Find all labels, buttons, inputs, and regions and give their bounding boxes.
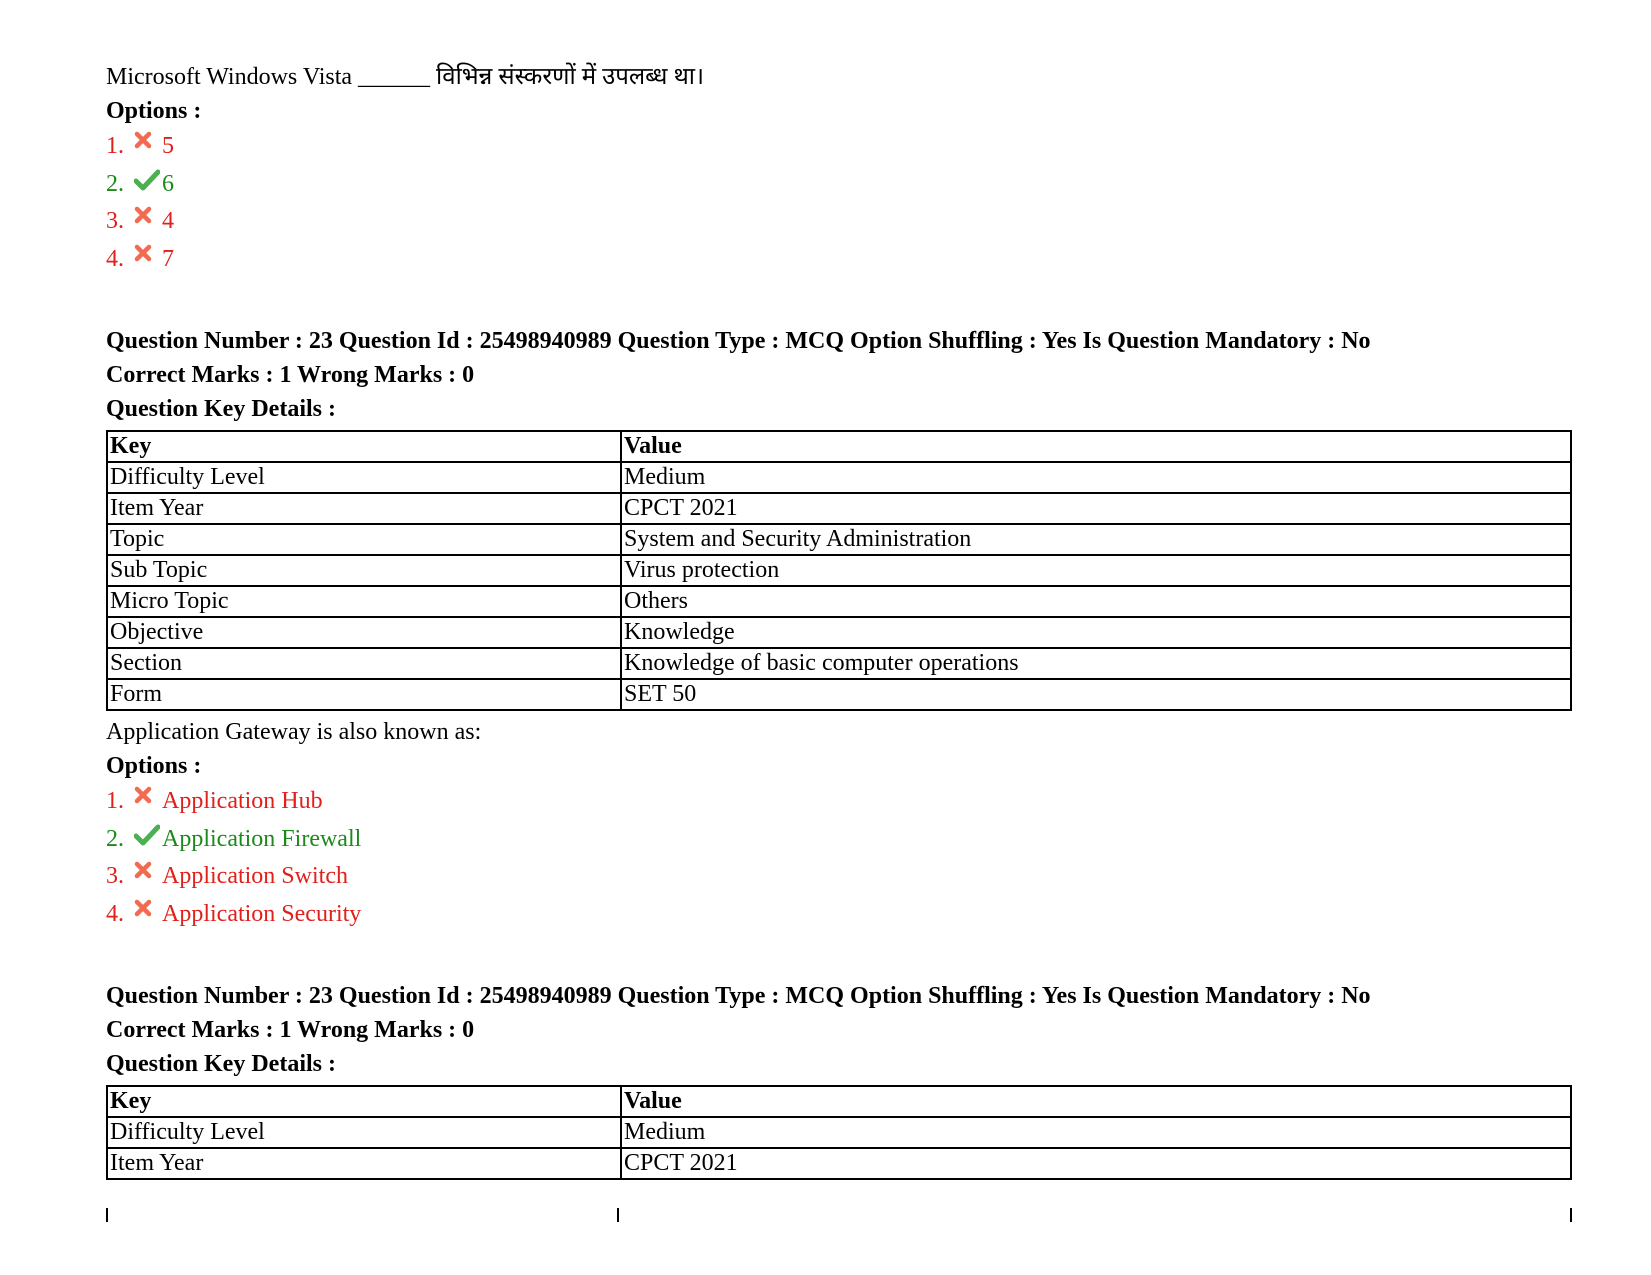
option-number: 3. bbox=[106, 208, 124, 234]
options-list bbox=[106, 783, 1572, 933]
table-row bbox=[107, 617, 1571, 648]
option-number: 4. bbox=[106, 245, 124, 272]
row-value: System and Security Administration bbox=[621, 524, 1571, 555]
option-number: 2. bbox=[106, 170, 124, 197]
cross-icon bbox=[134, 783, 162, 820]
option-text: Application Firewall bbox=[162, 825, 362, 852]
row-key: Item Year bbox=[107, 1148, 621, 1179]
row-value: Knowledge bbox=[621, 617, 1571, 648]
row-value: CPCT 2021 bbox=[621, 493, 1571, 524]
option-text: Application Security bbox=[162, 900, 362, 927]
question-1 bbox=[106, 60, 1572, 278]
option-text: Application Hub bbox=[162, 788, 323, 814]
key-details-label: Question Key Details : bbox=[106, 396, 336, 422]
option-number: 3. bbox=[106, 863, 124, 889]
row-value: SET 50 bbox=[621, 679, 1571, 710]
cross-icon bbox=[134, 241, 162, 278]
question-header-line: Question Number : 23 Question Id : 25498940989 Question Type : MCQ Option Shuffling : Yes Is Question Mandatory : No bbox=[106, 983, 1371, 1009]
question-2 bbox=[106, 715, 1572, 933]
row-key: Objective bbox=[107, 617, 621, 648]
question-text: Application Gateway is also known as: bbox=[106, 719, 482, 745]
header-key: Key bbox=[107, 431, 621, 462]
table-row bbox=[107, 679, 1571, 710]
table-header-row bbox=[107, 1086, 1571, 1117]
table-column-divider bbox=[617, 1208, 619, 1222]
table-row bbox=[107, 555, 1571, 586]
header-key: Key bbox=[107, 1086, 621, 1117]
option-item bbox=[106, 821, 1572, 859]
row-key: Difficulty Level bbox=[107, 1117, 621, 1148]
options-list bbox=[106, 128, 1572, 278]
check-icon bbox=[134, 166, 162, 203]
row-key: Item Year bbox=[107, 493, 621, 524]
option-item bbox=[106, 166, 1572, 204]
cross-icon bbox=[134, 858, 162, 895]
option-item bbox=[106, 241, 1572, 279]
options-label: Options : bbox=[106, 753, 202, 779]
question-key-table bbox=[106, 1085, 1572, 1180]
key-details-label: Question Key Details : bbox=[106, 1051, 336, 1077]
question-meta-2 bbox=[106, 979, 1572, 1180]
table-row bbox=[107, 493, 1571, 524]
row-value: CPCT 2021 bbox=[621, 1148, 1571, 1179]
row-value: Others bbox=[621, 586, 1571, 617]
row-key: Sub Topic bbox=[107, 555, 621, 586]
row-key: Section bbox=[107, 648, 621, 679]
question-meta-1 bbox=[106, 324, 1572, 711]
option-text: 5 bbox=[162, 133, 174, 159]
document-page bbox=[106, 60, 1572, 1180]
cross-icon bbox=[134, 128, 162, 165]
row-value: Virus protection bbox=[621, 555, 1571, 586]
cross-icon bbox=[134, 896, 162, 933]
row-key: Micro Topic bbox=[107, 586, 621, 617]
question-header-line: Question Number : 23 Question Id : 25498940989 Question Type : MCQ Option Shuffling : Yes Is Question Mandatory : No bbox=[106, 328, 1371, 354]
row-key: Difficulty Level bbox=[107, 462, 621, 493]
question-text: Microsoft Windows Vista ______ विभिन्न संस्करणों में उपलब्ध था। bbox=[106, 64, 705, 90]
marks-line: Correct Marks : 1 Wrong Marks : 0 bbox=[106, 362, 475, 388]
option-text: 4 bbox=[162, 208, 174, 234]
row-value: Knowledge of basic computer operations bbox=[621, 648, 1571, 679]
table-row bbox=[107, 1148, 1571, 1179]
option-item bbox=[106, 783, 1572, 821]
row-value: Medium bbox=[621, 1117, 1571, 1148]
table-header-row bbox=[107, 431, 1571, 462]
option-item bbox=[106, 203, 1572, 241]
row-key: Form bbox=[107, 679, 621, 710]
options-label: Options : bbox=[106, 98, 202, 124]
table-row bbox=[107, 648, 1571, 679]
marks-line: Correct Marks : 1 Wrong Marks : 0 bbox=[106, 1017, 475, 1043]
check-icon bbox=[134, 821, 162, 858]
row-key: Topic bbox=[107, 524, 621, 555]
header-value: Value bbox=[621, 1086, 1571, 1117]
table-row bbox=[107, 524, 1571, 555]
option-number: 2. bbox=[106, 825, 124, 852]
option-item bbox=[106, 858, 1572, 896]
table-row bbox=[107, 1117, 1571, 1148]
option-item bbox=[106, 128, 1572, 166]
option-number: 1. bbox=[106, 133, 124, 159]
header-value: Value bbox=[621, 431, 1571, 462]
question-key-table bbox=[106, 430, 1572, 711]
table-row bbox=[107, 462, 1571, 493]
option-number: 4. bbox=[106, 900, 124, 927]
option-text: Application Switch bbox=[162, 863, 348, 889]
table-continuation-edge bbox=[106, 1208, 1572, 1222]
option-number: 1. bbox=[106, 788, 124, 814]
option-item bbox=[106, 896, 1572, 934]
option-text: 6 bbox=[162, 170, 174, 197]
row-value: Medium bbox=[621, 462, 1571, 493]
cross-icon bbox=[134, 203, 162, 240]
option-text: 7 bbox=[162, 245, 174, 272]
table-row bbox=[107, 586, 1571, 617]
